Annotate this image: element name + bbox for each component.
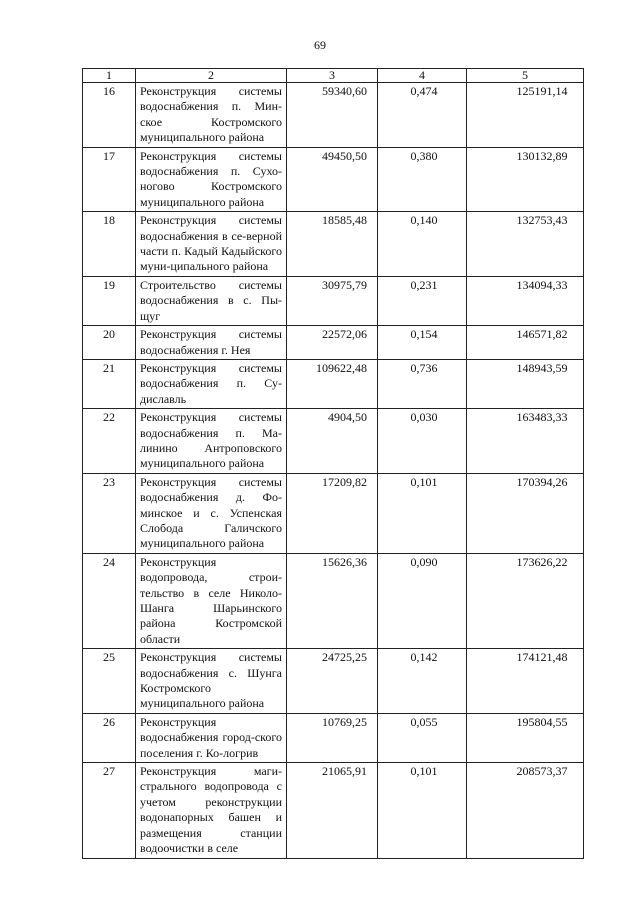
header-cell: 4 (378, 69, 467, 83)
table-row (83, 649, 584, 714)
cumulative-cell (467, 326, 584, 360)
cumulative-cell (467, 473, 584, 553)
cumulative-cell (467, 83, 584, 148)
cumulative-cell (467, 763, 584, 858)
cost-cell (287, 83, 378, 148)
cost-cell (287, 147, 378, 212)
cumulative-value: 174121,48 (516, 650, 568, 665)
project-name: Строительство системы водоснабжения в с. Пы-щуг (136, 276, 287, 325)
table-row (83, 147, 584, 212)
row-number: 20 (83, 326, 136, 360)
ratio-cell (378, 763, 467, 858)
cost-cell (287, 212, 378, 277)
row-number: 26 (83, 713, 136, 762)
ratio-cell (378, 212, 467, 277)
cumulative-cell (467, 359, 584, 408)
project-name: Реконструкция системы водоснабжения в се-верной части п. Кадый Кадыйского муни-ципального района (136, 212, 287, 277)
ratio-cell (378, 409, 467, 474)
cost-value: 24725,25 (322, 650, 367, 665)
cumulative-value: 173626,22 (516, 554, 568, 569)
cumulative-cell (467, 147, 584, 212)
cost-value: 17209,82 (322, 474, 367, 489)
table-row (83, 763, 584, 858)
header-cell: 3 (287, 69, 378, 83)
cumulative-cell (467, 553, 584, 648)
project-name: Реконструкция водоснабжения город-ского поселения г. Ко-логрив (136, 713, 287, 762)
cost-value: 21065,91 (322, 764, 367, 779)
cost-cell (287, 763, 378, 858)
cost-cell (287, 326, 378, 360)
ratio-cell (378, 147, 467, 212)
page-number: 69 (314, 38, 326, 52)
cost-cell (287, 276, 378, 325)
project-name: Реконструкция системы водоснабжения г. Нея (136, 326, 287, 360)
ratio-cell (378, 473, 467, 553)
header-cell: 2 (136, 69, 287, 83)
table-row (83, 326, 584, 360)
project-name: Реконструкция системы водоснабжения п. Сухо-ногово Костромского муниципального района (136, 147, 287, 212)
ratio-value: 0,140 (410, 213, 438, 228)
row-number: 27 (83, 763, 136, 858)
project-name: Реконструкция водопровода, строи-тельство в селе Николо-Шанга Шарьинского района Костромской области (136, 553, 287, 648)
row-number: 22 (83, 409, 136, 474)
project-name: Реконструкция системы водоснабжения п. Су-диславль (136, 359, 287, 408)
cost-value: 18585,48 (322, 213, 367, 228)
cumulative-value: 163483,33 (516, 410, 568, 425)
cost-value: 30975,79 (322, 277, 367, 292)
cost-value: 10769,25 (322, 714, 367, 729)
cumulative-value: 130132,89 (516, 148, 568, 163)
ratio-value: 0,154 (410, 327, 438, 342)
cost-cell (287, 713, 378, 762)
cumulative-cell (467, 649, 584, 714)
cumulative-value: 134094,33 (516, 277, 568, 292)
cumulative-value: 195804,55 (516, 714, 568, 729)
data-table (82, 68, 584, 859)
cumulative-value: 132753,43 (516, 213, 568, 228)
table-header-row (83, 69, 584, 83)
row-number: 18 (83, 212, 136, 277)
project-name: Реконструкция маги-стрального водопровода с учетом реконструкции водонапорных башен и размещения станции водоочистки в селе (136, 763, 287, 858)
ratio-value: 0,736 (410, 360, 438, 375)
table-row (83, 553, 584, 648)
ratio-value: 0,055 (410, 714, 438, 729)
table-row (83, 473, 584, 553)
cost-cell (287, 473, 378, 553)
row-number: 17 (83, 147, 136, 212)
cumulative-value: 146571,82 (516, 327, 568, 342)
row-number: 16 (83, 83, 136, 148)
project-name: Реконструкция системы водоснабжения д. Фо-минское и с. Успенская Слобода Галичского муниципального района (136, 473, 287, 553)
cumulative-value: 170394,26 (516, 474, 568, 489)
cost-value: 15626,36 (322, 554, 367, 569)
table-row (83, 409, 584, 474)
row-number: 19 (83, 276, 136, 325)
ratio-value: 0,101 (410, 474, 438, 489)
table-row (83, 83, 584, 148)
cumulative-value: 208573,37 (516, 764, 568, 779)
cost-cell (287, 649, 378, 714)
row-number: 23 (83, 473, 136, 553)
project-name: Реконструкция системы водоснабжения п. Мин-ское Костромского муниципального района (136, 83, 287, 148)
cost-value: 59340,60 (322, 84, 367, 98)
cumulative-cell (467, 212, 584, 277)
cost-value: 49450,50 (322, 148, 367, 163)
ratio-value: 0,474 (410, 84, 438, 98)
table-row (83, 212, 584, 277)
cost-value: 22572,06 (322, 327, 367, 342)
ratio-cell (378, 326, 467, 360)
ratio-cell (378, 649, 467, 714)
table-row (83, 713, 584, 762)
cost-value: 4904,50 (328, 410, 367, 425)
ratio-value: 0,380 (410, 148, 438, 163)
cumulative-value: 148943,59 (516, 360, 568, 375)
ratio-value: 0,030 (410, 410, 438, 425)
row-number: 24 (83, 553, 136, 648)
cost-cell (287, 409, 378, 474)
header-cell: 5 (467, 69, 584, 83)
header-cell: 1 (83, 69, 136, 83)
project-name: Реконструкция системы водоснабжения п. Ма-линино Антроповского муниципального района (136, 409, 287, 474)
ratio-value: 0,142 (410, 650, 438, 665)
cumulative-value: 125191,14 (516, 84, 568, 98)
ratio-value: 0,090 (410, 554, 438, 569)
row-number: 25 (83, 649, 136, 714)
cost-cell (287, 359, 378, 408)
ratio-value: 0,231 (410, 277, 438, 292)
ratio-cell (378, 553, 467, 648)
ratio-value: 0,101 (410, 764, 438, 779)
row-number: 21 (83, 359, 136, 408)
table-row (83, 276, 584, 325)
ratio-cell (378, 359, 467, 408)
cost-cell (287, 553, 378, 648)
cumulative-cell (467, 276, 584, 325)
cumulative-cell (467, 713, 584, 762)
ratio-cell (378, 83, 467, 148)
cumulative-cell (467, 409, 584, 474)
table-row (83, 359, 584, 408)
project-name: Реконструкция системы водоснабжения с. Шунга Костромского муниципального района (136, 649, 287, 714)
ratio-cell (378, 713, 467, 762)
ratio-cell (378, 276, 467, 325)
cost-value: 109622,48 (316, 360, 367, 375)
